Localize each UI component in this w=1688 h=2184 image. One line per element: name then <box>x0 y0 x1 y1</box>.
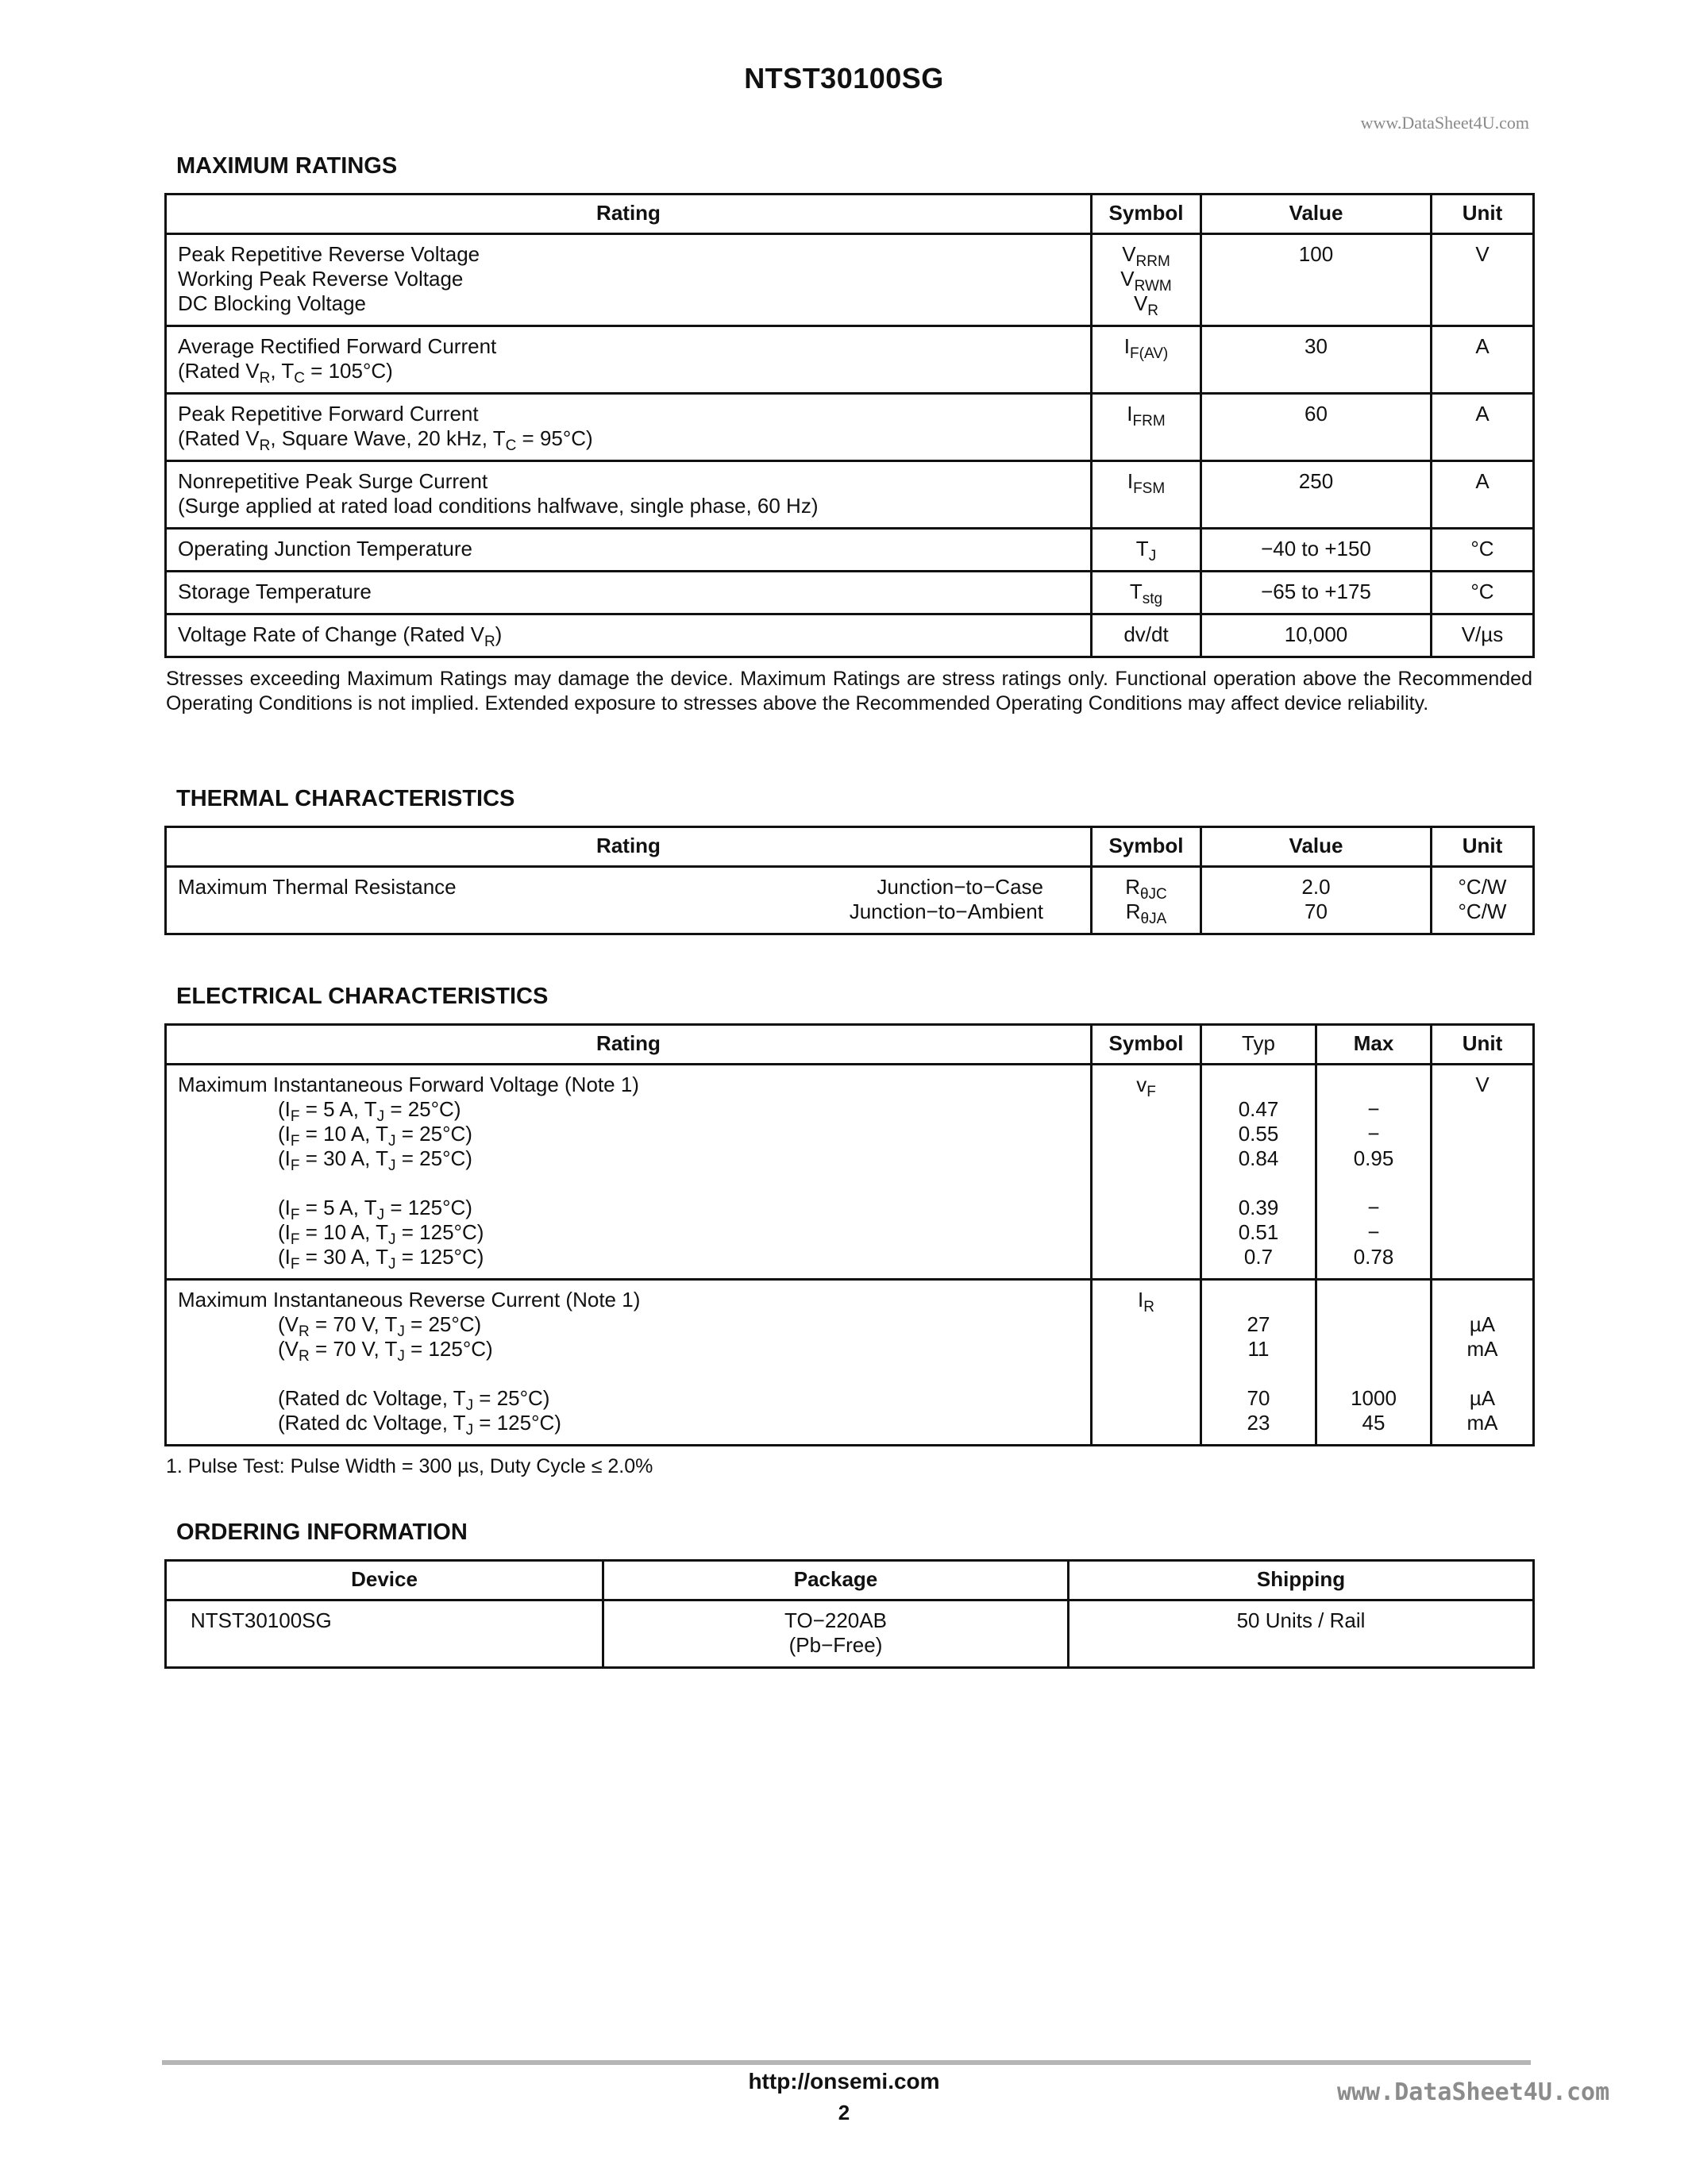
rating-text: Peak Repetitive Reverse Voltage <box>178 242 480 266</box>
value-cell: −40 to +150 <box>1201 529 1432 572</box>
max-cell: 1000 45 <box>1316 1280 1432 1446</box>
rating-text: Average Rectified Forward Current <box>178 334 497 358</box>
table-row <box>166 394 1534 461</box>
unit-cell: µA mA µA mA <box>1432 1280 1534 1446</box>
table-header-row <box>166 195 1534 234</box>
symbol-base: T <box>1129 580 1143 603</box>
test-condition: ($V_R = 70$ V, $T_J = 25^\circ C$) <box>278 1312 482 1340</box>
table-row-forward-voltage <box>166 1065 1534 1280</box>
electrical-title: ELECTRICAL CHARACTERISTICS <box>176 984 549 1009</box>
thermal-table <box>164 826 1535 935</box>
table-row-reverse-current <box>166 1280 1534 1446</box>
col-header-device: Device <box>166 1561 603 1600</box>
rating-cell <box>166 326 1092 394</box>
package-cell: TO−220AB (Pb−Free) <box>603 1600 1069 1668</box>
value-cell: 2.0 70 <box>1201 867 1432 934</box>
test-condition: ($V_R = 70$ V, $T_J = 125^\circ C$) <box>278 1337 493 1365</box>
col-header-symbol: Symbol <box>1092 195 1201 234</box>
value-cell: 60 <box>1201 394 1432 461</box>
rating-text: Maximum Thermal Resistance <box>178 875 457 899</box>
unit-cell: V <box>1432 1065 1534 1280</box>
unit-cell: V/µs <box>1432 614 1534 657</box>
symbol-cell <box>1092 1280 1201 1446</box>
unit-cell: V <box>1432 234 1534 326</box>
rating-cell <box>166 867 1092 934</box>
symbol-base: I <box>1138 1288 1144 1312</box>
symbol-sub: R <box>1147 302 1159 319</box>
symbol-cell <box>1092 529 1201 572</box>
col-header-unit: Unit <box>1432 195 1534 234</box>
test-condition: ($I_F = 5$ A, $T_J = 125^\circ C$) <box>278 1196 472 1223</box>
col-header-unit: Unit <box>1432 827 1534 867</box>
rating-text: Voltage Rate of Change (Rated V <box>178 622 484 646</box>
symbol-cell <box>1092 1065 1201 1280</box>
rating-condition: (Rated $V_R$, Square Wave, 20 kHz, $T_C = 95^\circ C$) <box>178 426 593 454</box>
symbol-base: V <box>1133 291 1148 315</box>
col-header-rating: Rating <box>166 195 1092 234</box>
page-number: 2 <box>838 2101 850 2124</box>
rating-sub: R <box>484 634 495 650</box>
symbol-base: I <box>1127 402 1133 426</box>
col-header-symbol: Symbol <box>1092 827 1201 867</box>
page-title: NTST30100SG <box>744 62 944 94</box>
unit-cell: °C <box>1432 572 1534 614</box>
watermark-top: www.DataSheet4U.com <box>1360 113 1529 133</box>
test-condition: (Rated dc Voltage, $T_J = 25^\circ C$) <box>278 1386 550 1414</box>
table-row <box>166 461 1534 529</box>
table-row <box>166 614 1534 657</box>
rating-cell <box>166 1065 1092 1280</box>
symbol-base: v <box>1136 1073 1147 1096</box>
symbol-cell <box>1092 234 1201 326</box>
watermark-bottom: www.DataSheet4U.com <box>1337 2078 1610 2106</box>
symbol-sub: J <box>1148 548 1157 564</box>
test-condition: ($I_F = 10$ A, $T_J = 125^\circ C$) <box>278 1220 484 1248</box>
col-header-max: Max <box>1316 1025 1432 1065</box>
unit-cell: A <box>1432 326 1534 394</box>
rating-text: Working Peak Reverse Voltage <box>178 267 464 291</box>
table-header-row <box>166 1561 1534 1600</box>
symbol-base: V <box>1120 267 1135 291</box>
rating-cell <box>166 394 1092 461</box>
table-row <box>166 1600 1534 1668</box>
rating-text: (Surge applied at rated load conditions halfwave, single phase, 60 Hz) <box>178 494 819 518</box>
value-cell: 30 <box>1201 326 1432 394</box>
table-row <box>166 867 1534 934</box>
rating-text: Storage Temperature <box>178 580 372 603</box>
symbol-cell: dv/dt <box>1092 614 1201 657</box>
rating-cell <box>166 234 1092 326</box>
symbol-base: R <box>1125 899 1141 923</box>
symbol-base: V <box>1122 242 1136 266</box>
unit-cell: A <box>1432 461 1534 529</box>
rating-cell <box>166 529 1092 572</box>
shipping-cell: 50 Units / Rail <box>1069 1600 1534 1668</box>
max-ratings-title: MAXIMUM RATINGS <box>176 153 398 179</box>
symbol-base: I <box>1123 334 1131 358</box>
max-ratings-table <box>164 193 1535 658</box>
test-condition: (Rated dc Voltage, $T_J = 125^\circ C$) <box>278 1411 561 1439</box>
ordering-title: ORDERING INFORMATION <box>176 1520 468 1545</box>
col-header-shipping: Shipping <box>1069 1561 1534 1600</box>
test-condition: ($I_F = 5$ A, $T_J = 25^\circ C$) <box>278 1097 461 1125</box>
symbol-sub: R <box>1143 1299 1154 1315</box>
col-header-value: Value <box>1201 195 1432 234</box>
max-cell: − − 0.95 − − 0.78 <box>1316 1065 1432 1280</box>
device-cell: NTST30100SG <box>166 1600 603 1668</box>
col-header-rating: Rating <box>166 827 1092 867</box>
value-cell: −65 to +175 <box>1201 572 1432 614</box>
rating-text: Nonrepetitive Peak Surge Current <box>178 469 488 493</box>
symbol-sub: FSM <box>1133 480 1166 497</box>
symbol-cell <box>1092 461 1201 529</box>
symbol-base: R <box>1125 875 1140 899</box>
footer-url[interactable]: http://onsemi.com <box>748 2069 940 2093</box>
test-condition: ($I_F = 30$ A, $T_J = 25^\circ C$) <box>278 1146 472 1174</box>
footer-rule <box>162 2060 1531 2065</box>
symbol-sub: θJA <box>1140 911 1167 927</box>
electrical-table <box>164 1023 1535 1446</box>
rating-cell <box>166 572 1092 614</box>
value-cell: 100 <box>1201 234 1432 326</box>
table-row <box>166 326 1534 394</box>
thermal-condition: Junction−to−Ambient <box>849 899 1043 923</box>
rating-condition: (Rated $V_R$, $T_C = 105^\circ C$) <box>178 359 393 387</box>
rating-text: ) <box>495 622 503 646</box>
table-row <box>166 529 1534 572</box>
unit-cell: A <box>1432 394 1534 461</box>
col-header-unit: Unit <box>1432 1025 1534 1065</box>
symbol-base: T <box>1135 537 1149 560</box>
test-condition: ($I_F = 10$ A, $T_J = 25^\circ C$) <box>278 1122 472 1150</box>
symbol-sub: RRM <box>1135 253 1170 270</box>
test-condition: ($I_F = 30$ A, $T_J = 125^\circ C$) <box>278 1245 484 1273</box>
symbol-sub: RWM <box>1134 278 1172 295</box>
table-row <box>166 572 1534 614</box>
table-header-row <box>166 827 1534 867</box>
unit-cell: °C <box>1432 529 1534 572</box>
table-row <box>166 234 1534 326</box>
symbol-sub: θJC <box>1139 886 1167 903</box>
symbol-cell <box>1092 572 1201 614</box>
symbol-cell <box>1092 394 1201 461</box>
symbol-sub: F <box>1147 1084 1156 1100</box>
ordering-table <box>164 1559 1535 1669</box>
unit-cell: °C/W °C/W <box>1432 867 1534 934</box>
symbol-sub: FRM <box>1132 413 1166 429</box>
col-header-typ: Typ <box>1201 1025 1316 1065</box>
rating-cell <box>166 1280 1092 1446</box>
rating-text: Maximum Instantaneous Forward Voltage (Note 1) <box>178 1073 639 1096</box>
col-header-package: Package <box>603 1561 1069 1600</box>
rating-cell <box>166 461 1092 529</box>
col-header-rating: Rating <box>166 1025 1092 1065</box>
symbol-cell <box>1092 326 1201 394</box>
rating-text: DC Blocking Voltage <box>178 291 367 315</box>
symbol-sub: stg <box>1142 591 1163 607</box>
rating-cell <box>166 614 1092 657</box>
symbol-sub: F(AV) <box>1130 345 1169 362</box>
rating-text: Peak Repetitive Forward Current <box>178 402 479 426</box>
value-cell: 250 <box>1201 461 1432 529</box>
typ-cell: 27 11 70 23 <box>1201 1280 1316 1446</box>
electrical-footnote: 1. Pulse Test: Pulse Width = 300 µs, Duty Cycle ≤ 2.0% <box>166 1455 653 1477</box>
col-header-value: Value <box>1201 827 1432 867</box>
table-header-row <box>166 1025 1534 1065</box>
symbol-base: I <box>1127 469 1134 493</box>
value-cell: 10,000 <box>1201 614 1432 657</box>
symbol-cell <box>1092 867 1201 934</box>
max-ratings-note: Stresses exceeding Maximum Ratings may damage the device. Maximum Ratings are stress ratings only. Functional operation above the Recommended Operating Conditions is not implied. Extended exposure to stresses above the Recommended Operating Conditions may affect device reliability. <box>166 668 1532 715</box>
thermal-title: THERMAL CHARACTERISTICS <box>176 786 515 811</box>
typ-cell: 0.47 0.55 0.84 0.39 0.51 0.7 <box>1201 1065 1316 1280</box>
thermal-condition: Junction−to−Case <box>877 875 1043 899</box>
rating-text: Operating Junction Temperature <box>178 537 472 560</box>
rating-text: Maximum Instantaneous Reverse Current (Note 1) <box>178 1288 641 1312</box>
col-header-symbol: Symbol <box>1092 1025 1201 1065</box>
